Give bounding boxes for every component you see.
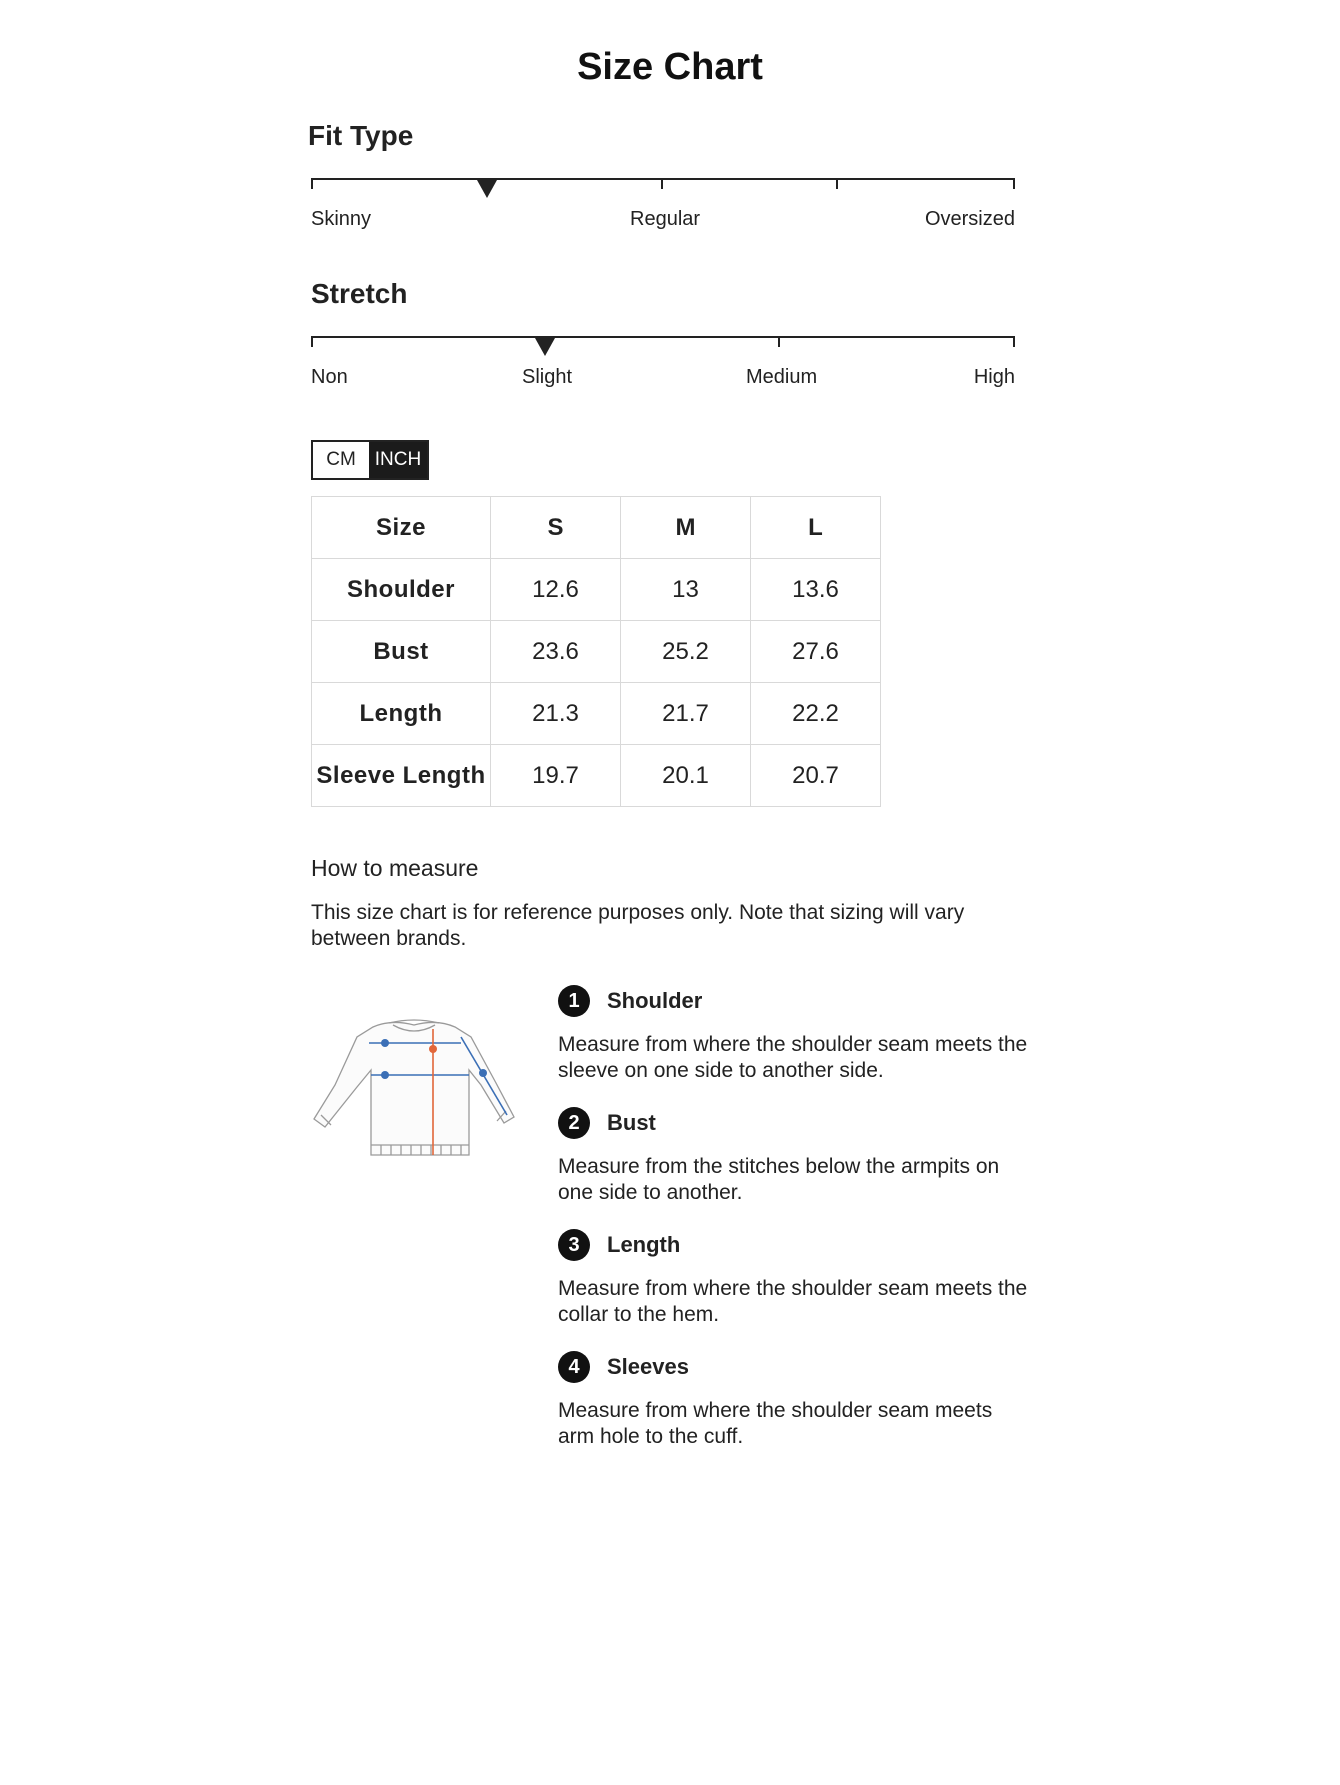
table-header-cell: L <box>751 497 881 559</box>
table-header-cell: Size <box>312 497 491 559</box>
shoulder-marker-icon <box>381 1039 389 1047</box>
fit-type-scale <box>311 178 1015 192</box>
table-cell: 21.3 <box>491 683 621 745</box>
measure-step <box>558 984 1028 1084</box>
size-table <box>311 496 881 807</box>
step-number-icon: 1 <box>558 985 590 1017</box>
table-row-label: Length <box>312 683 491 745</box>
fit-type-track <box>311 178 1015 180</box>
step-description: Measure from where the shoulder seam meets the sleeve on one side to another side. <box>558 1033 1028 1082</box>
stretch-label-medium: Medium <box>746 366 818 388</box>
fit-label-regular: Regular <box>630 208 701 230</box>
table-cell: 23.6 <box>491 621 621 683</box>
step-number-icon: 4 <box>558 1351 590 1383</box>
stretch-heading: Stretch <box>311 278 408 309</box>
fit-type-tick <box>661 178 663 189</box>
table-row-label: Shoulder <box>312 559 491 621</box>
table-cell: 13.6 <box>751 559 881 621</box>
how-to-measure-title: How to measure <box>311 855 479 881</box>
table-row <box>312 621 881 683</box>
table-cell: 19.7 <box>491 745 621 807</box>
stretch-label-slight: Slight <box>522 366 573 388</box>
stretch-tick <box>778 336 780 347</box>
table-cell: 12.6 <box>491 559 621 621</box>
table-cell: 20.7 <box>751 745 881 807</box>
measure-step <box>558 1350 1028 1450</box>
step-description: Measure from where the shoulder seam meets the collar to the hem. <box>558 1277 1028 1326</box>
page-title: Size Chart <box>577 46 763 88</box>
table-row <box>312 683 881 745</box>
stretch-label-high: High <box>973 366 1015 388</box>
step-description: Measure from the stitches below the armpits on one side to another. <box>558 1155 1000 1204</box>
step-number-icon: 2 <box>558 1107 590 1139</box>
stretch-tick <box>1013 336 1015 347</box>
table-cell: 21.7 <box>621 683 751 745</box>
measure-step <box>558 1106 1028 1206</box>
stretch-scale <box>311 336 1015 350</box>
fit-label-skinny: Skinny <box>311 208 372 230</box>
fit-type-tick <box>836 178 838 189</box>
fit-type-marker <box>477 180 497 198</box>
table-row-label: Sleeve Length <box>312 745 491 807</box>
fit-type-tick <box>311 178 313 189</box>
table-cell: 25.2 <box>621 621 751 683</box>
table-cell: 22.2 <box>751 683 881 745</box>
table-row <box>312 745 881 807</box>
how-to-measure-note: This size chart is for reference purposes only. Note that sizing will vary between brands. <box>311 901 965 950</box>
table-header-cell: S <box>491 497 621 559</box>
bust-marker-icon <box>381 1071 389 1079</box>
table-row-label: Bust <box>312 621 491 683</box>
table-cell: 27.6 <box>751 621 881 683</box>
table-header-cell: M <box>621 497 751 559</box>
step-description: Measure from where the shoulder seam meets arm hole to the cuff. <box>558 1399 993 1448</box>
stretch-track <box>311 336 1015 338</box>
stretch-tick <box>311 336 313 347</box>
stretch-label-non: Non <box>311 366 348 388</box>
step-number-icon: 3 <box>558 1229 590 1261</box>
table-row <box>312 559 881 621</box>
table-header-row <box>312 497 881 559</box>
step-title: Bust <box>607 1110 656 1135</box>
table-cell: 13 <box>621 559 751 621</box>
table-cell: 20.1 <box>621 745 751 807</box>
step-title: Shoulder <box>607 988 703 1013</box>
stretch-marker <box>535 338 555 356</box>
unit-inch-button[interactable]: INCH <box>369 442 427 478</box>
step-title: Length <box>607 1232 681 1257</box>
sleeve-marker-icon <box>479 1069 487 1077</box>
unit-toggle <box>311 440 429 480</box>
fit-type-tick <box>1013 178 1015 189</box>
step-title: Sleeves <box>607 1354 689 1379</box>
length-marker-icon <box>429 1045 437 1053</box>
unit-cm-button[interactable]: CM <box>313 442 369 478</box>
sweatshirt-measure-illustration <box>311 1015 517 1175</box>
fit-label-oversized: Oversized <box>924 208 1015 230</box>
measure-step <box>558 1228 1028 1328</box>
fit-type-heading: Fit Type <box>308 120 414 151</box>
